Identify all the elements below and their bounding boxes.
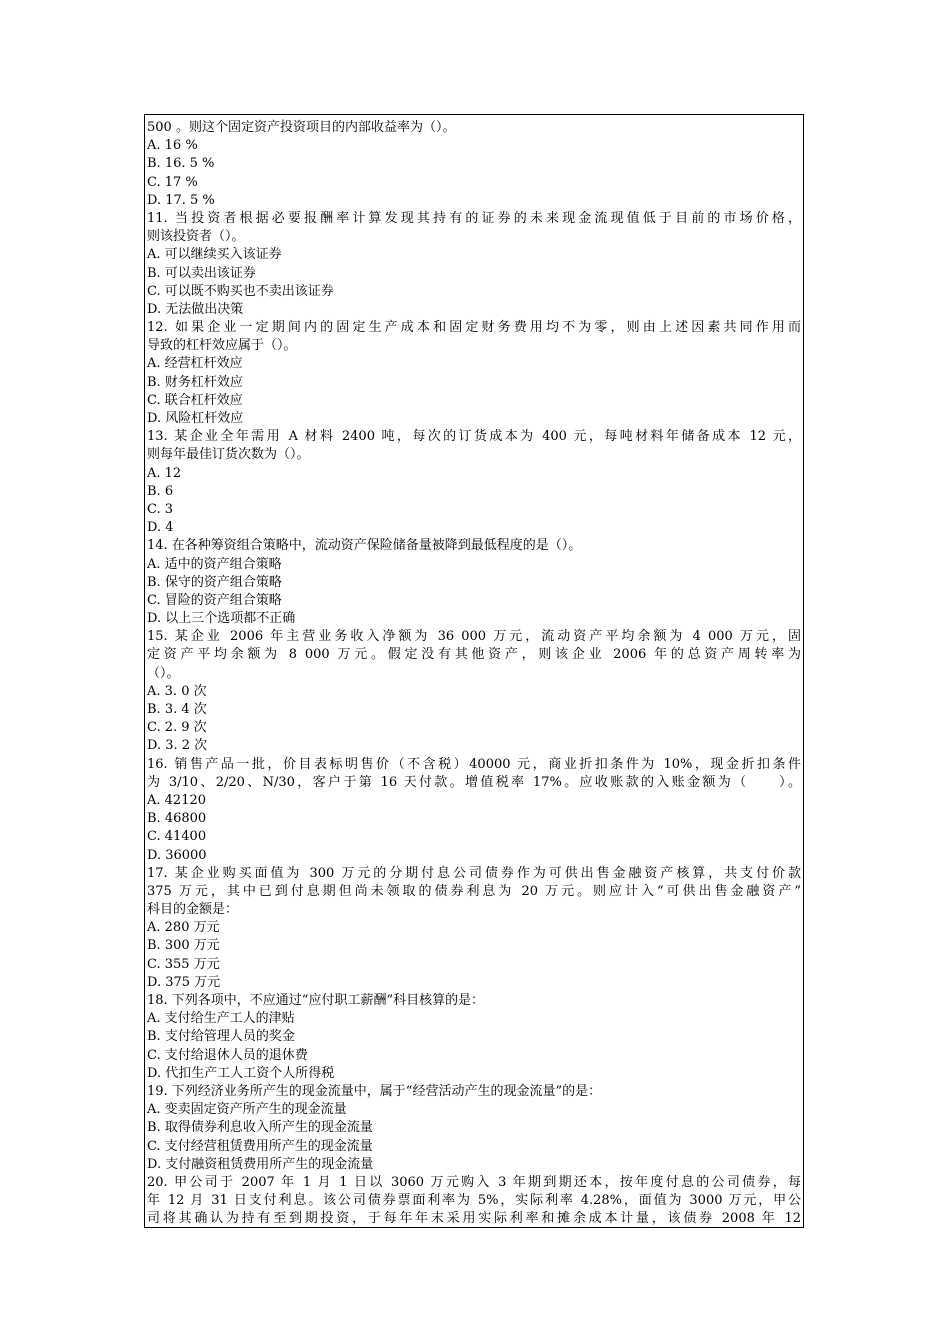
text-line: D. 17. 5 % <box>147 192 215 208</box>
text-line: 则每年最佳订货次数为（）。 <box>147 447 310 463</box>
text-line: 19. 下列经济业务所产生的现金流量中，属于“经营活动产生的现金流量”的是： <box>147 1083 602 1099</box>
text-line: C. 2. 9 次 <box>147 720 207 736</box>
text-line: B. 保守的资产组合策略 <box>147 574 282 590</box>
text-line: C. 联合杠杆效应 <box>147 392 243 408</box>
text-line: 则该投资者（）。 <box>147 229 245 245</box>
text-line: D. 支付融资租赁费用所产生的现金流量 <box>147 1156 374 1172</box>
text-line: 年 12 月 31 日支付利息。该公司债券票面利率为 5%，实际利率 4.28%，面值为 3000 万元，甲公 <box>147 1193 801 1209</box>
text-line: B. 可以卖出该证券 <box>147 265 256 281</box>
document-body <box>145 115 803 1228</box>
text-line: A. 变卖固定资产所产生的现金流量 <box>147 1102 347 1118</box>
text-line: B. 6 <box>147 483 174 499</box>
text-line: A. 3. 0 次 <box>147 683 207 699</box>
text-line: 17. 某企业购买面值为 300 万元的分期付息公司债券作为可供出售金融资产核算，共支付价款 <box>147 865 801 881</box>
text-line: （）。 <box>147 665 180 681</box>
text-line: 18. 下列各项中，不应通过“应付职工薪酬”科目核算的是： <box>147 993 485 1008</box>
text-line: 13. 某企业全年需用 A 材料 2400 吨，每次的订货成本为 400 元，每吨材料年储备成本 12 元， <box>147 429 801 445</box>
text-line: A. 42120 <box>147 792 207 808</box>
text-line: D. 375 万元 <box>147 974 221 990</box>
text-line: C. 支付经营租赁费用所产生的现金流量 <box>147 1138 373 1154</box>
text-line: C. 3 <box>147 501 174 517</box>
text-line: B. 3. 4 次 <box>147 702 207 717</box>
document-frame <box>144 114 804 1228</box>
text-line: 司将其确认为持有至到期投资，于每年年末采用实际利率和摊余成本计量，该债券 2008 年 12 <box>147 1211 801 1227</box>
text-line: D. 代扣生产工人工资个人所得税 <box>147 1065 335 1081</box>
text-line: 为 3/10、2/20、N/30，客户于第 16 天付款。增值税率 17%。应收账款的入账金额为（ ）。 <box>147 774 801 790</box>
text-line: C. 冒险的资产组合策略 <box>147 592 282 608</box>
text-line: B. 300 万元 <box>147 938 220 954</box>
text-line: A. 可以继续买入该证券 <box>147 247 282 263</box>
text-line: A. 支付给生产工人的津贴 <box>147 1011 295 1027</box>
text-line: 12. 如果企业一定期间内的固定生产成本和固定财务费用均不为零，则由上述因素共同作用而 <box>147 320 801 336</box>
text-line: C. 41400 <box>147 829 207 845</box>
text-line: C. 17 % <box>147 174 198 190</box>
text-line: A. 280 万元 <box>147 920 220 936</box>
text-line: D. 4 <box>147 520 174 536</box>
text-line: 20. 甲公司于 2007 年 1 月 1 日以 3060 万元购入 3 年期到期还本，按年度付息的公司债券，每 <box>147 1174 801 1190</box>
text-line: D. 风险杠杆效应 <box>147 411 244 426</box>
text-line: C. 可以既不购买也不卖出该证券 <box>147 283 334 299</box>
text-line: B. 财务杠杆效应 <box>147 374 243 390</box>
text-line: 导致的杠杆效应属于（）。 <box>147 338 297 354</box>
text-line: B. 46800 <box>147 811 207 827</box>
text-line: D. 36000 <box>147 847 207 863</box>
text-line: A. 适中的资产组合策略 <box>147 556 282 572</box>
text-line: 11. 当投资者根据必要报酬率计算发现其持有的证券的未来现金流现值低于目前的市场价格， <box>147 210 801 226</box>
text-line: 14. 在各种筹资组合策略中，流动资产保险储备量被降到最低程度的是（）。 <box>147 538 582 554</box>
text-line: 15. 某企业 2006 年主营业务收入净额为 36 000 万元，流动资产平均余额为 4 000 万元，固 <box>147 629 801 645</box>
text-line: B. 取得债券利息收入所产生的现金流量 <box>147 1120 373 1136</box>
text-line: 科目的金额是： <box>147 902 239 918</box>
text-line: C. 支付给退休人员的退休费 <box>147 1047 308 1063</box>
text-line: D. 以上三个选项都不正确 <box>147 611 296 627</box>
text-line: A. 16 % <box>147 138 198 154</box>
text-line: 375 万元，其中已到付息期但尚未领取的债券利息为 20 万元。则应计入“可供出售金融资产” <box>147 883 801 899</box>
text-line: 500 。则这个固定资产投资项目的内部收益率为（）。 <box>147 120 456 135</box>
text-line: C. 355 万元 <box>147 956 220 972</box>
text-line: B. 支付给管理人员的奖金 <box>147 1029 295 1045</box>
text-line: 定资产平均余额为 8 000 万元。假定没有其他资产，则该企业 2006 年的总资产周转率为 <box>147 647 801 663</box>
text-line: 16. 销售产品一批，价目表标明售价（不含税）40000 元，商业折扣条件为 10%，现金折扣条件 <box>147 756 801 772</box>
text-line: D. 无法做出决策 <box>147 301 244 317</box>
text-line: A. 经营杠杆效应 <box>147 356 243 372</box>
text-line: B. 16. 5 % <box>147 156 215 172</box>
text-line: D. 3. 2 次 <box>147 738 208 754</box>
text-line: A. 12 <box>147 465 182 481</box>
